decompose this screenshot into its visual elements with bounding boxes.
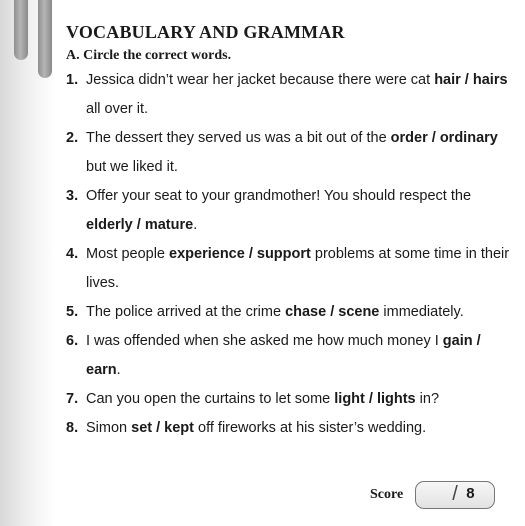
binder-tab: [14, 0, 28, 60]
question-text: Simon: [86, 420, 132, 436]
question-item: [66, 240, 518, 298]
question-number: 7.: [66, 391, 79, 407]
question-number: 2.: [66, 130, 79, 146]
binder-edge: [0, 0, 56, 526]
answer-options[interactable]: hair / hairs: [434, 72, 508, 88]
question-text: in?: [415, 391, 440, 407]
question-text: Most people: [86, 246, 170, 262]
question-text: The police arrived at the crime: [86, 304, 286, 320]
answer-options[interactable]: order / ordinary: [390, 130, 498, 146]
question-text: The dessert they served us was a bit out of the: [86, 130, 391, 146]
question-text: Can you open the curtains to let some: [86, 391, 335, 407]
answer-options[interactable]: experience / support: [169, 246, 311, 262]
exercise-instruction: A. Circle the correct words.: [66, 48, 232, 63]
question-item: [66, 66, 518, 124]
question-number: 8.: [66, 420, 79, 436]
question-text: Jessica didn’t wear her jacket because there were cat: [86, 72, 435, 88]
question-text: but we liked it.: [86, 159, 178, 175]
score-total: 8: [466, 485, 475, 502]
question-number: 3.: [66, 188, 79, 204]
question-item: [66, 182, 518, 240]
question-item: [66, 414, 518, 443]
question-text: immediately.: [379, 304, 464, 320]
question-item: [66, 124, 518, 182]
question-number: 6.: [66, 333, 79, 349]
question-text: all over it.: [86, 101, 149, 117]
question-item: [66, 298, 518, 327]
question-text: .: [193, 217, 198, 233]
binder-tab: [38, 0, 52, 78]
score-slash: /: [452, 483, 458, 505]
question-number: 4.: [66, 246, 79, 262]
section-title: VOCABULARY AND GRAMMAR: [66, 22, 345, 42]
answer-options[interactable]: chase / scene: [285, 304, 380, 320]
question-number: 1.: [66, 72, 79, 88]
answer-options[interactable]: elderly / mature: [86, 217, 194, 233]
score-box[interactable]: [415, 481, 495, 509]
question-text: I was offended when she asked me how much money I: [86, 333, 443, 349]
score-area: [370, 481, 495, 509]
answer-options[interactable]: light / lights: [334, 391, 416, 407]
score-label: Score: [370, 487, 404, 502]
question-item: [66, 327, 518, 385]
question-text: problems at some time in their lives.: [86, 246, 510, 291]
question-text: .: [116, 362, 121, 378]
exercise-panel: [66, 20, 518, 443]
question-number: 5.: [66, 304, 79, 320]
question-text: Offer your seat to your grandmother! You should respect the: [86, 188, 472, 204]
question-list: [66, 66, 518, 443]
answer-options[interactable]: gain / earn: [86, 333, 481, 378]
question-text: off fireworks at his sister’s wedding.: [194, 420, 427, 436]
answer-options[interactable]: set / kept: [131, 420, 194, 436]
question-item: [66, 385, 518, 414]
